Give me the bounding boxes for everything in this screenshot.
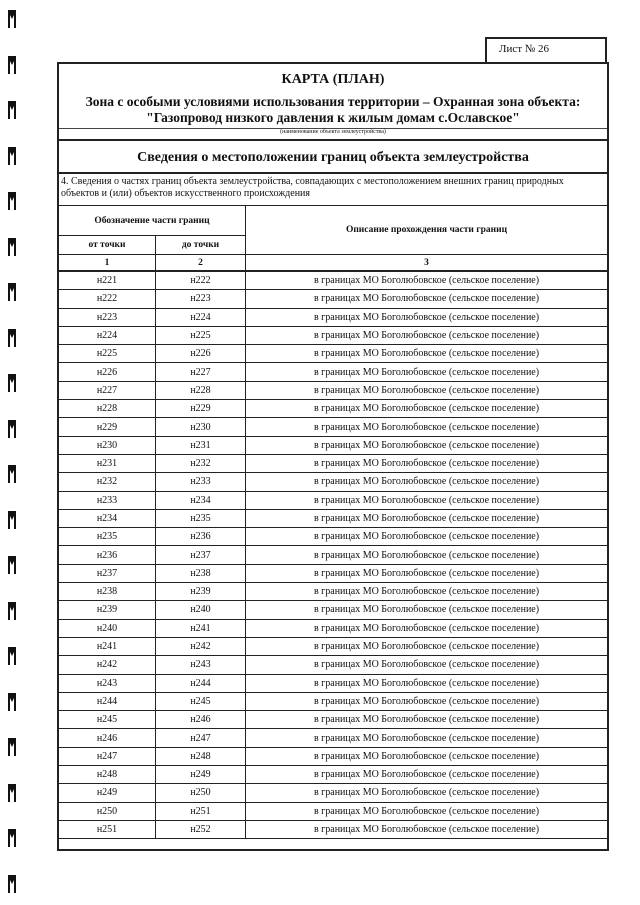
to-point-cell: н251 (156, 802, 246, 820)
table-row (59, 637, 607, 655)
to-point-cell: н247 (156, 729, 246, 747)
from-point-cell: н246 (59, 729, 156, 747)
description-cell: в границах МО Боголюбовское (сельское поселение) (246, 418, 608, 436)
description-cell: в границах МО Боголюбовское (сельское поселение) (246, 766, 608, 784)
to-point-cell: н242 (156, 637, 246, 655)
description-cell: в границах МО Боголюбовское (сельское поселение) (246, 491, 608, 509)
to-point-cell: н224 (156, 308, 246, 326)
table-row (59, 528, 607, 546)
from-point-cell: н226 (59, 363, 156, 381)
to-point-cell: н234 (156, 491, 246, 509)
to-point-cell: н229 (156, 400, 246, 418)
description-cell: в границах МО Боголюбовское (сельское поселение) (246, 583, 608, 601)
description-cell: в границах МО Боголюбовское (сельское поселение) (246, 729, 608, 747)
table-row (59, 711, 607, 729)
description-cell: в границах МО Боголюбовское (сельское поселение) (246, 381, 608, 399)
document-title: КАРТА (ПЛАН) (281, 72, 385, 87)
col-number: 2 (156, 255, 246, 272)
table-row (59, 418, 607, 436)
to-point-cell: н243 (156, 656, 246, 674)
from-point-cell: н245 (59, 711, 156, 729)
description-cell: в границах МО Боголюбовское (сельское поселение) (246, 454, 608, 472)
to-point-cell: н226 (156, 345, 246, 363)
description-cell: в границах МО Боголюбовское (сельское поселение) (246, 820, 608, 838)
table-row (59, 820, 607, 838)
from-point-cell: н228 (59, 400, 156, 418)
object-name: "Газопровод низкого давления к жилым домам с.Ославское" (146, 110, 520, 125)
table-row (59, 400, 607, 418)
description-cell: в границах МО Боголюбовское (сельское поселение) (246, 692, 608, 710)
section-note: 4. Сведения о частях границ объекта землеустройства, совпадающих с местоположением внешних границ природных объектов и (или) объектов искусственного происхождения (61, 176, 564, 199)
col-number: 1 (59, 255, 156, 272)
binding-hole-icon (8, 875, 16, 893)
binding-hole-icon (8, 738, 16, 756)
table-row (59, 784, 607, 802)
from-point-cell: н236 (59, 546, 156, 564)
binding-hole-icon (8, 647, 16, 665)
binding-hole-icon (8, 602, 16, 620)
from-point-cell: н221 (59, 271, 156, 290)
description-cell: в границах МО Боголюбовское (сельское поселение) (246, 509, 608, 527)
table-row (59, 271, 607, 290)
from-point-cell: н249 (59, 784, 156, 802)
description-cell: в границах МО Боголюбовское (сельское поселение) (246, 345, 608, 363)
from-point-cell: н237 (59, 564, 156, 582)
binding-hole-icon (8, 784, 16, 802)
binding-hole-icon (8, 556, 16, 574)
object-caption: (наименование объекта землеустройства) (59, 128, 607, 135)
from-point-cell: н244 (59, 692, 156, 710)
description-cell: в границах МО Боголюбовское (сельское поселение) (246, 637, 608, 655)
to-point-cell: н228 (156, 381, 246, 399)
from-point-cell: н235 (59, 528, 156, 546)
description-cell: в границах МО Боголюбовское (сельское поселение) (246, 619, 608, 637)
table-row (59, 747, 607, 765)
to-point-cell: н240 (156, 601, 246, 619)
table-row (59, 601, 607, 619)
binding-hole-icon (8, 465, 16, 483)
table-row (59, 363, 607, 381)
description-cell: в границах МО Боголюбовское (сельское поселение) (246, 326, 608, 344)
table-row (59, 436, 607, 454)
binding-hole-icon (8, 192, 16, 210)
description-cell: в границах МО Боголюбовское (сельское поселение) (246, 400, 608, 418)
to-point-cell: н233 (156, 473, 246, 491)
from-point-cell: н240 (59, 619, 156, 637)
to-point-cell: н248 (156, 747, 246, 765)
description-cell: в границах МО Боголюбовское (сельское поселение) (246, 601, 608, 619)
from-point-cell: н224 (59, 326, 156, 344)
description-cell: в границах МО Боголюбовское (сельское поселение) (246, 308, 608, 326)
table-row (59, 290, 607, 308)
from-point-cell: н241 (59, 637, 156, 655)
to-point-cell: н249 (156, 766, 246, 784)
table-row (59, 381, 607, 399)
header-description: Описание прохождения части границ (246, 206, 608, 255)
to-point-cell: н238 (156, 564, 246, 582)
table-row (59, 509, 607, 527)
description-cell: в границах МО Боголюбовское (сельское поселение) (246, 436, 608, 454)
description-cell: в границах МО Боголюбовское (сельское поселение) (246, 271, 608, 290)
to-point-cell: н245 (156, 692, 246, 710)
from-point-cell: н229 (59, 418, 156, 436)
from-point-cell: н232 (59, 473, 156, 491)
description-cell: в границах МО Боголюбовское (сельское поселение) (246, 711, 608, 729)
description-cell: в границах МО Боголюбовское (сельское поселение) (246, 528, 608, 546)
binding-hole-icon (8, 283, 16, 301)
table-row (59, 656, 607, 674)
table-row (59, 454, 607, 472)
binding-hole-icon (8, 147, 16, 165)
binding-hole-icon (8, 420, 16, 438)
header-from: от точки (59, 236, 156, 255)
table-row (59, 326, 607, 344)
description-cell: в границах МО Боголюбовское (сельское поселение) (246, 674, 608, 692)
description-cell: в границах МО Боголюбовское (сельское поселение) (246, 546, 608, 564)
description-cell: в границах МО Боголюбовское (сельское поселение) (246, 290, 608, 308)
col-number: 3 (246, 255, 608, 272)
boundary-table (59, 205, 607, 839)
description-cell: в границах МО Боголюбовское (сельское поселение) (246, 564, 608, 582)
description-cell: в границах МО Боголюбовское (сельское поселение) (246, 784, 608, 802)
from-point-cell: н233 (59, 491, 156, 509)
header-group: Обозначение части границ (59, 206, 246, 236)
to-point-cell: н222 (156, 271, 246, 290)
to-point-cell: н237 (156, 546, 246, 564)
sheet-number-box (485, 37, 607, 62)
sheet-number: Лист № 26 (499, 43, 550, 55)
binding-hole-icon (8, 693, 16, 711)
from-point-cell: н222 (59, 290, 156, 308)
document-frame (57, 62, 609, 851)
table-row (59, 802, 607, 820)
to-point-cell: н250 (156, 784, 246, 802)
table-row (59, 308, 607, 326)
title-block (59, 64, 607, 140)
table-row (59, 345, 607, 363)
to-point-cell: н231 (156, 436, 246, 454)
from-point-cell: н230 (59, 436, 156, 454)
table-row (59, 729, 607, 747)
table-row (59, 491, 607, 509)
from-point-cell: н239 (59, 601, 156, 619)
table-row (59, 692, 607, 710)
description-cell: в границах МО Боголюбовское (сельское поселение) (246, 363, 608, 381)
to-point-cell: н230 (156, 418, 246, 436)
from-point-cell: н238 (59, 583, 156, 601)
binding-hole-icon (8, 238, 16, 256)
table-row (59, 546, 607, 564)
to-point-cell: н239 (156, 583, 246, 601)
binding-hole-icon (8, 329, 16, 347)
header-to: до точки (156, 236, 246, 255)
to-point-cell: н235 (156, 509, 246, 527)
description-cell: в границах МО Боголюбовское (сельское поселение) (246, 747, 608, 765)
table-row (59, 473, 607, 491)
binding-hole-icon (8, 101, 16, 119)
from-point-cell: н231 (59, 454, 156, 472)
to-point-cell: н244 (156, 674, 246, 692)
to-point-cell: н241 (156, 619, 246, 637)
binding-hole-icon (8, 374, 16, 392)
to-point-cell: н252 (156, 820, 246, 838)
binding-hole-icon (8, 10, 16, 28)
table-row (59, 674, 607, 692)
from-point-cell: н234 (59, 509, 156, 527)
from-point-cell: н242 (59, 656, 156, 674)
section-title: Сведения о местоположении границ объекта землеустройства (137, 150, 529, 165)
zone-line: Зона с особыми условиями использования территории – Охранная зона объекта: (85, 94, 581, 109)
binding-hole-icon (8, 56, 16, 74)
description-cell: в границах МО Боголюбовское (сельское поселение) (246, 473, 608, 491)
from-point-cell: н223 (59, 308, 156, 326)
table-row (59, 583, 607, 601)
from-point-cell: н243 (59, 674, 156, 692)
from-point-cell: н248 (59, 766, 156, 784)
to-point-cell: н225 (156, 326, 246, 344)
to-point-cell: н227 (156, 363, 246, 381)
binding-hole-icon (8, 511, 16, 529)
from-point-cell: н225 (59, 345, 156, 363)
description-cell: в границах МО Боголюбовское (сельское поселение) (246, 802, 608, 820)
divider (59, 139, 607, 141)
from-point-cell: н227 (59, 381, 156, 399)
to-point-cell: н246 (156, 711, 246, 729)
table-row (59, 564, 607, 582)
from-point-cell: н247 (59, 747, 156, 765)
table-row (59, 619, 607, 637)
description-cell: в границах МО Боголюбовское (сельское поселение) (246, 656, 608, 674)
binding-hole-icon (8, 829, 16, 847)
table-row (59, 766, 607, 784)
to-point-cell: н223 (156, 290, 246, 308)
to-point-cell: н232 (156, 454, 246, 472)
to-point-cell: н236 (156, 528, 246, 546)
divider (59, 172, 607, 174)
from-point-cell: н250 (59, 802, 156, 820)
from-point-cell: н251 (59, 820, 156, 838)
